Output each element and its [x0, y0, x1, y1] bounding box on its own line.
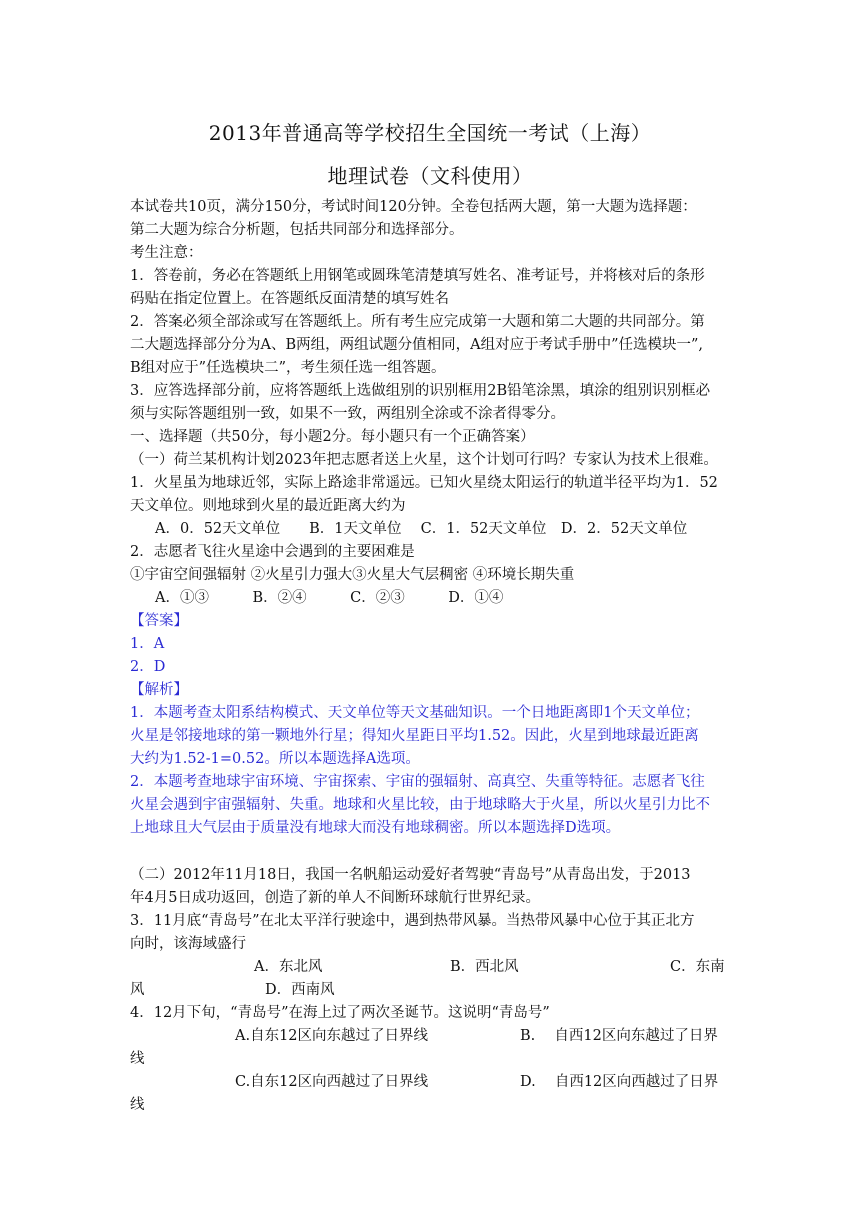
intro-line: 码贴在指定位置上。在答题纸反面清楚的填写姓名 — [130, 291, 449, 307]
intro-line: 二大题选择部分分为A、B两组，两组试题分值相同，A组对应于考试手册中”任选模块一”, — [130, 337, 704, 353]
intro-line: 3．应答选择部分前，应将答题纸上选做组别的识别框用2B铅笔涂黑，填涂的组别识别框必 — [130, 383, 711, 399]
option-b-wrap: 线 — [130, 1051, 145, 1067]
question-text: 向时，该海域盛行 — [130, 936, 246, 952]
question-text: 2．志愿者飞往火星途中会遇到的主要困难是 — [130, 544, 415, 560]
analysis-line: 上地球且大气层由于质量没有地球大而没有地球稠密。所以本题选择D选项。 — [130, 820, 621, 836]
intro-line: 2．答案必须全部涂或写在答题纸上。所有考生应完成第一大题和第二大题的共同部分。第 — [130, 314, 705, 330]
group-intro: 年4月5日成功返回，创造了新的单人不间断环球航行世界纪录。 — [130, 890, 540, 906]
exam-subtitle: 地理试卷（文科使用） — [327, 164, 533, 188]
question-options: A．0．52天文单位 B．1天文单位 C．1．52天文单位 D．2．52天文单位 — [155, 521, 688, 537]
intro-line: B组对应于”任选模块二”，考生须任选一组答题。 — [130, 360, 446, 376]
section-heading: 一、选择题（共50分，每小题2分。每小题只有一个正确答案） — [130, 429, 535, 445]
option-d: D．西南风 — [265, 982, 335, 998]
intro-line: 本试卷共10页，满分150分，考试时间120分钟。全卷包括两大题，第一大题为选择题： — [130, 199, 697, 215]
option-c-wrap: 风 — [130, 982, 145, 998]
group-intro: （一）荷兰某机构计划2023年把志愿者送上火星，这个计划可行吗？专家认为技术上很难。 — [130, 452, 718, 468]
exam-title: 2013年普通高等学校招生全国统一考试（上海） — [208, 121, 652, 145]
option-b: B. 自西12区向东越过了日界 — [520, 1028, 718, 1044]
analysis-line: 火星会遇到宇宙强辐射、失重。地球和火星比较，由于地球略大于火星，所以火星引力比不 — [130, 797, 710, 813]
answer-label: 【答案】 — [130, 613, 188, 629]
analysis-line: 1．本题考查太阳系结构模式、天文单位等天文基础知识。一个日地距离即1个天文单位； — [130, 705, 700, 721]
intro-line: 第二大题为综合分析题，包括共同部分和选择部分。 — [130, 222, 464, 238]
analysis-line: 火星是邻接地球的第一颗地外行星；得知火星距日平均1.52。因此，火星到地球最近距离 — [130, 728, 699, 744]
analysis-line: 大约为1.52-1=0.52。所以本题选择A选项。 — [130, 751, 420, 767]
answer-item: 2．D — [130, 659, 166, 675]
group-intro: （二）2012年11月18日，我国一名帆船运动爱好者驾驶“青岛号”从青岛出发，于2013 — [130, 867, 691, 883]
answer-item: 1．A — [130, 636, 165, 652]
intro-line: 须与实际答题组别一致，如果不一致，两组别全涂或不涂者得零分。 — [130, 406, 565, 422]
question-text: 3．11月底“青岛号”在北太平洋行驶途中，遇到热带风暴。当热带风暴中心位于其正北方 — [130, 913, 695, 929]
question-options: A．①③ B．②④ C．②③ D．①④ — [155, 590, 504, 606]
analysis-label: 【解析】 — [130, 682, 188, 698]
option-d: D. 自西12区向西越过了日界 — [520, 1074, 719, 1090]
option-c: C.自东12区向西越过了日界线 — [235, 1074, 429, 1090]
option-d-wrap: 线 — [130, 1097, 145, 1113]
analysis-line: 2．本题考查地球宇宙环境、宇宙探索、宇宙的强辐射、高真空、失重等特征。志愿者飞往 — [130, 774, 705, 790]
option-a: A.自东12区向东越过了日界线 — [235, 1028, 429, 1044]
option-b: B．西北风 — [450, 959, 519, 975]
question-items: ①宇宙空间强辐射 ②火星引力强大③火星大气层稠密 ④环境长期失重 — [130, 567, 575, 583]
question-text: 4．12月下旬，“青岛号”在海上过了两次圣诞节。这说明“青岛号” — [130, 1005, 550, 1021]
option-c: C．东南 — [670, 959, 725, 975]
option-a: A．东北风 — [254, 959, 323, 975]
question-text: 天文单位。则地球到火星的最近距离大约为 — [130, 498, 406, 514]
intro-line: 考生注意： — [130, 245, 203, 261]
intro-line: 1．答卷前，务必在答题纸上用钢笔或圆珠笔清楚填写姓名、准考证号，并将核对后的条形 — [130, 268, 705, 284]
question-text: 1．火星虽为地球近邻，实际上路途非常遥远。已知火星绕太阳运行的轨道半径平均为1．52 — [130, 475, 718, 491]
